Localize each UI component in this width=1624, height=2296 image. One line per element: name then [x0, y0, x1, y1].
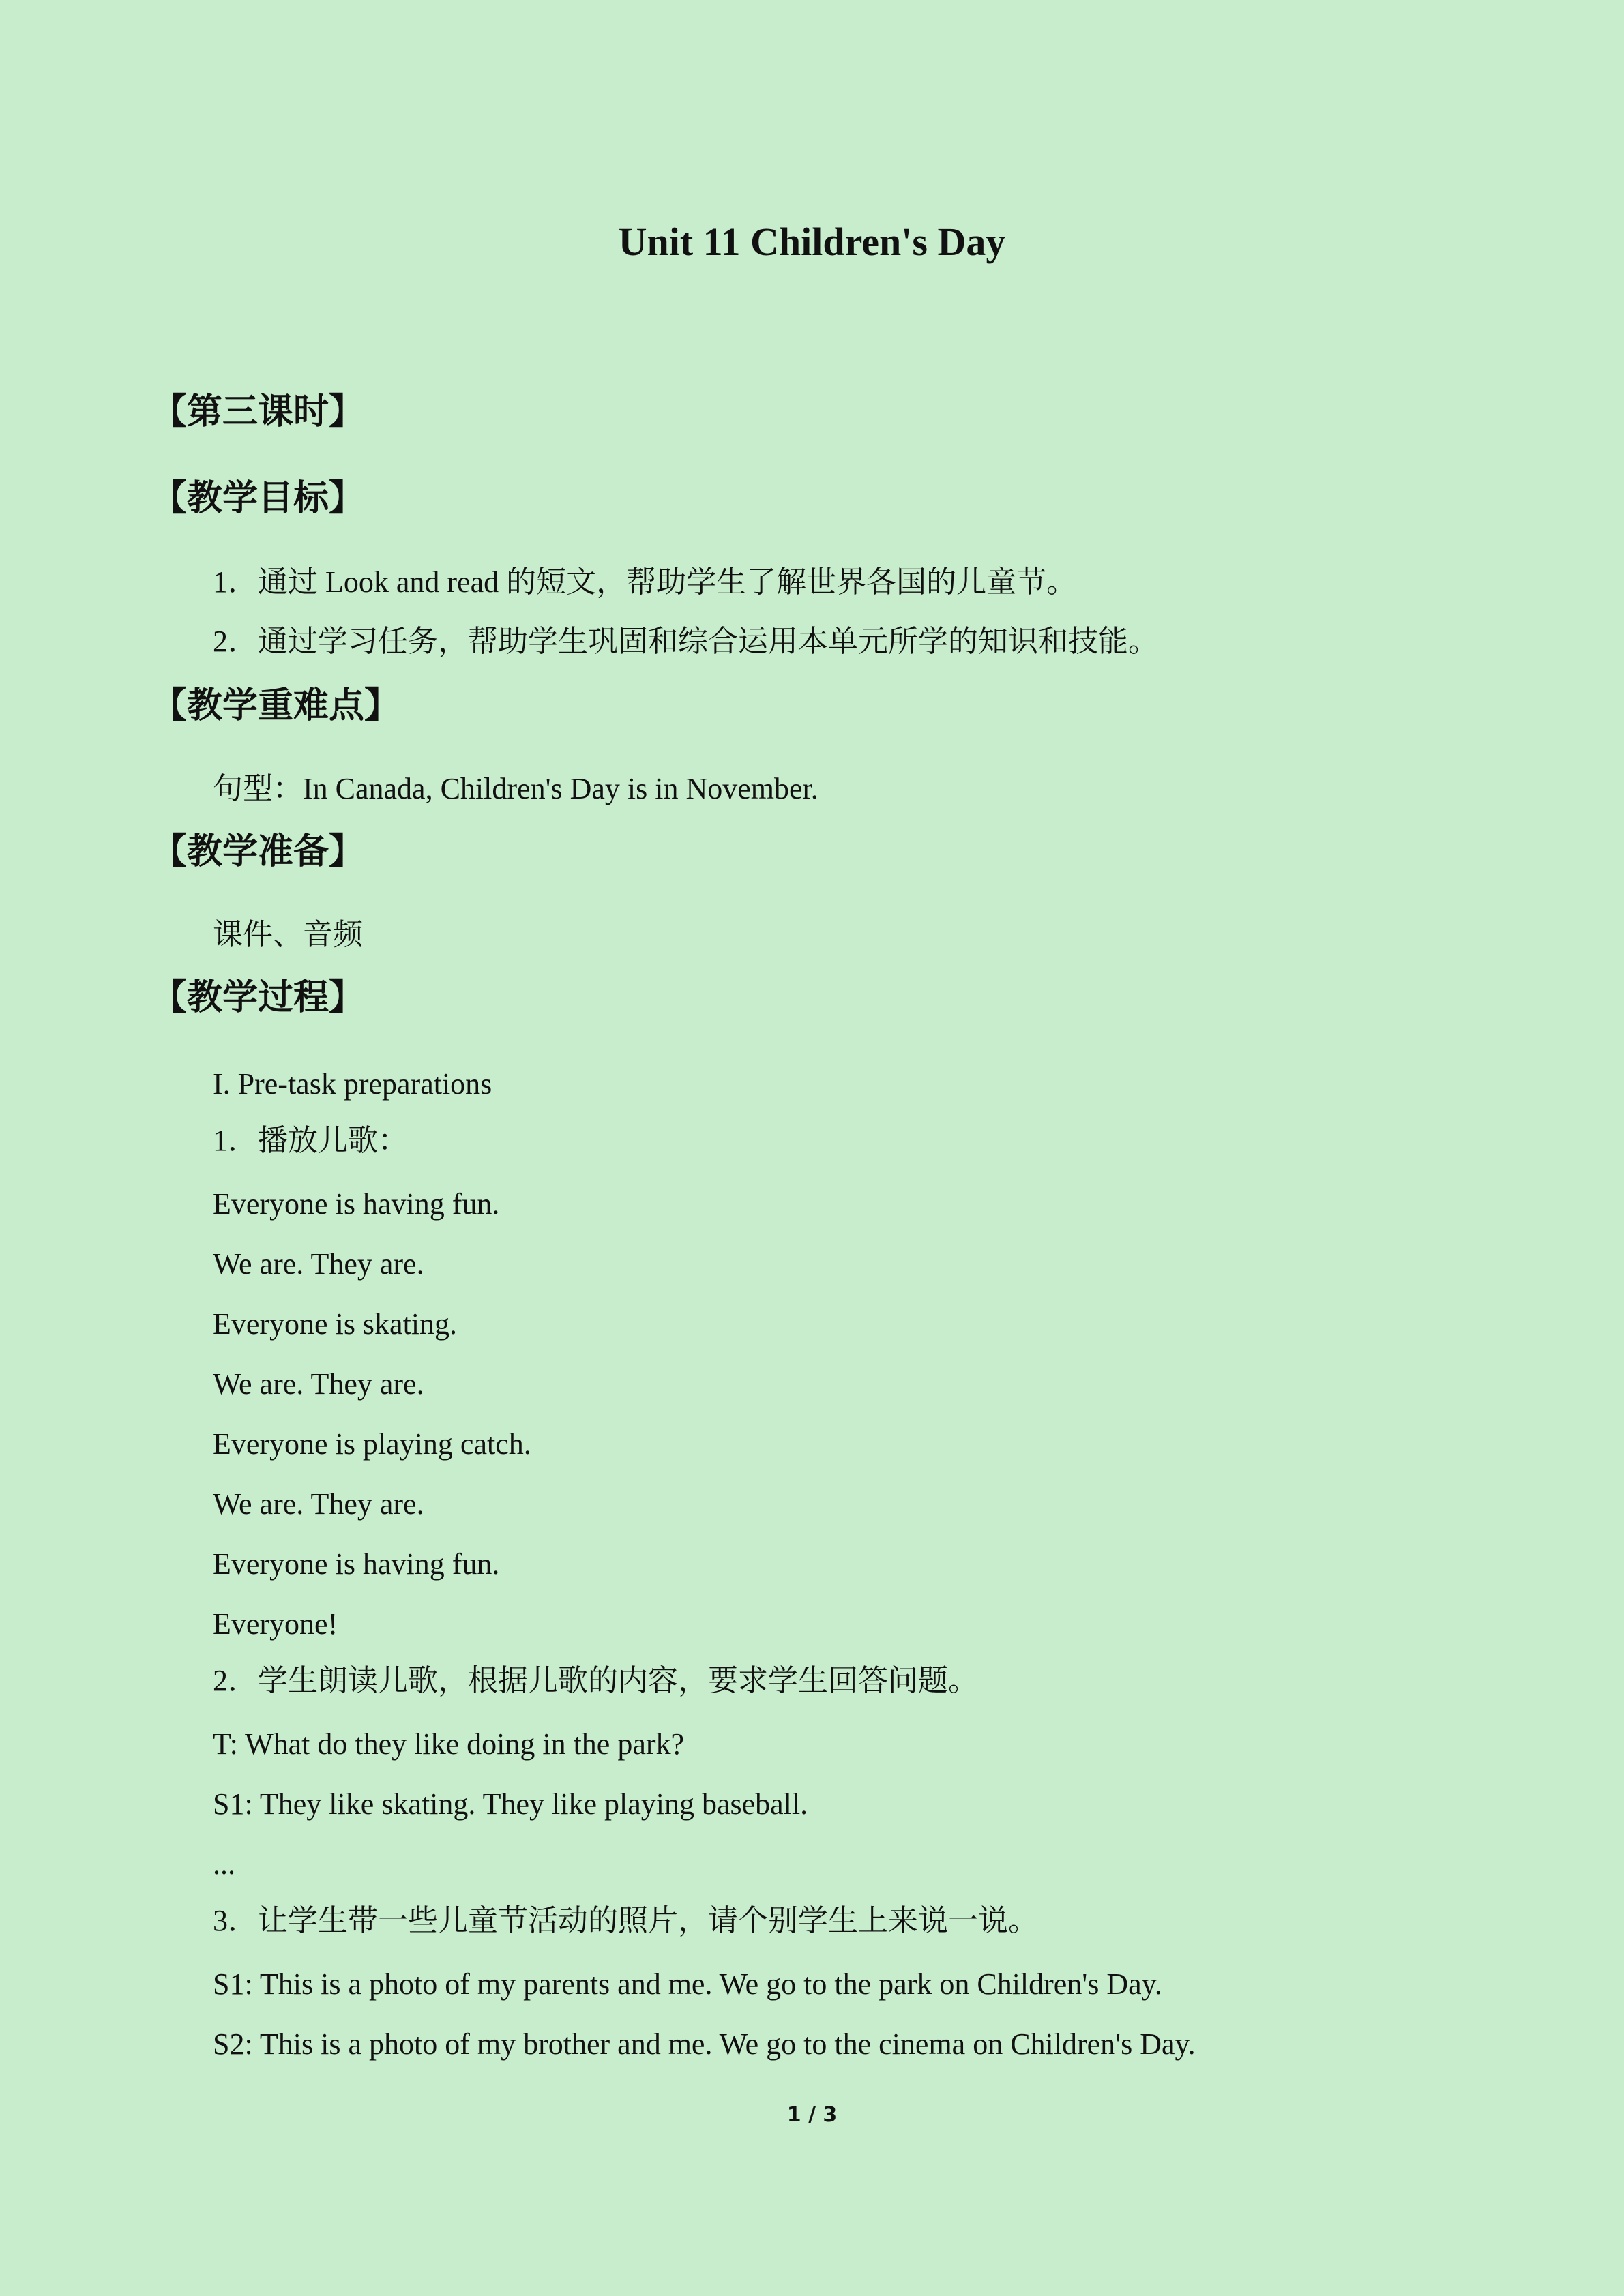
song-line: We are. They are.: [213, 1367, 424, 1401]
dialogue-line: T: What do they like doing in the park?: [213, 1727, 685, 1761]
process-line: 2．学生朗读儿歌，根据儿歌的内容，要求学生回答问题。: [213, 1664, 978, 1697]
dialogue-line: S2: This is a photo of my brother and me. We go to the cinema on Children's Day.: [213, 2027, 1196, 2061]
song-line: We are. They are.: [213, 1247, 424, 1281]
section-heading-key-points: 【教学重难点】: [151, 687, 400, 726]
song-line: Everyone is skating.: [213, 1307, 458, 1341]
objective-item: 1．通过 Look and read 的短文，帮助学生了解世界各国的儿童节。: [213, 565, 1077, 599]
document-title: Unit 11 Children's Day: [618, 220, 1006, 264]
song-line: We are. They are.: [213, 1487, 424, 1521]
dialogue-line: ...: [213, 1847, 235, 1881]
song-line: Everyone is having fun.: [213, 1187, 500, 1221]
song-line: Everyone is playing catch.: [213, 1427, 531, 1461]
dialogue-line: S1: This is a photo of my parents and me. We go to the park on Children's Day.: [213, 1967, 1162, 2001]
dialogue-line: S1: They like skating. They like playing baseball.: [213, 1787, 808, 1821]
process-line: 1．播放儿歌：: [213, 1124, 408, 1157]
lesson-label: 【第三课时】: [151, 393, 365, 432]
section-heading-preparation: 【教学准备】: [151, 833, 365, 871]
song-line: Everyone!: [213, 1607, 338, 1641]
key-points-text: 句型：In Canada, Children's Day is in November.: [213, 772, 818, 805]
song-line: Everyone is having fun.: [213, 1547, 500, 1581]
section-heading-objectives: 【教学目标】: [151, 479, 365, 518]
preparation-text: 课件、音频: [213, 918, 363, 951]
process-line: I. Pre-task preparations: [213, 1067, 492, 1101]
section-heading-process: 【教学过程】: [151, 979, 365, 1017]
process-line: 3．让学生带一些儿童节活动的照片，请个别学生上来说一说。: [213, 1904, 1038, 1937]
objective-item: 2．通过学习任务，帮助学生巩固和综合运用本单元所学的知识和技能。: [213, 625, 1158, 658]
page-number: 1 / 3: [786, 2103, 838, 2127]
